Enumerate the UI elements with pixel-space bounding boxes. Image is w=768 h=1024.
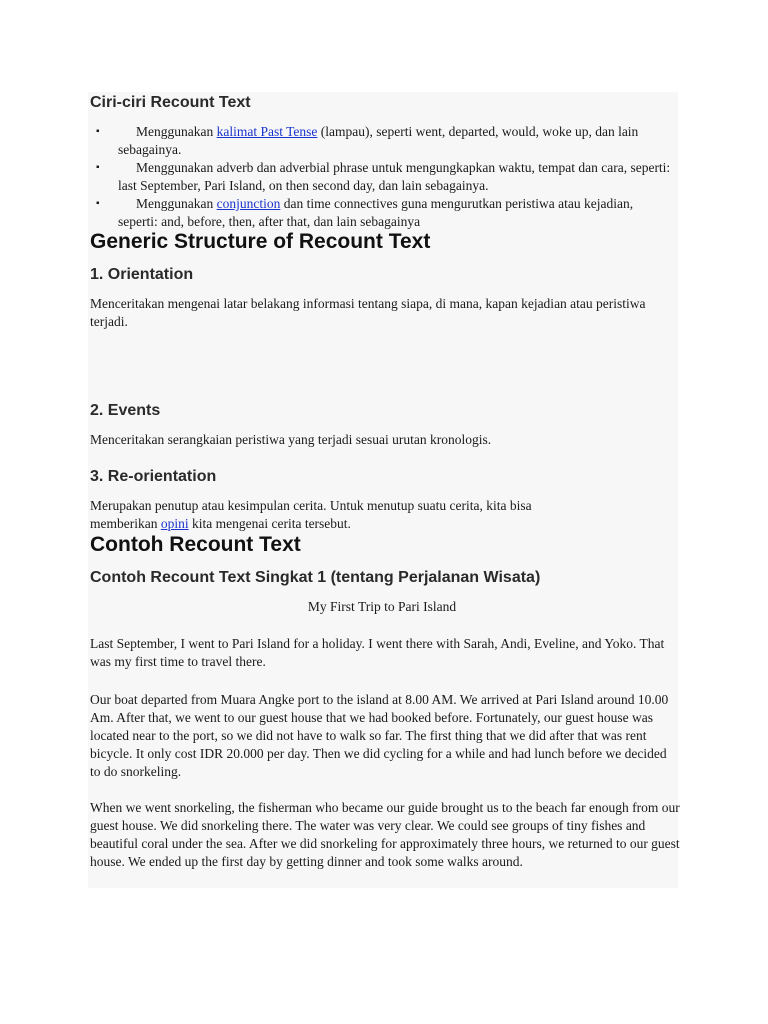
section-title-contoh: Contoh Recount Text (90, 533, 301, 556)
heading-reorientation: 3. Re-orientation (90, 468, 217, 485)
list-item-text: Menggunakan adverb dan adverbial phrase untuk mengungkapkan waktu, tempat dan cara, seperti: last September, Pari Island, on then second day, dan lain sebagainya. (118, 160, 671, 193)
bullet-icon: ▪ (96, 162, 100, 173)
reorientation-text-suffix: kita mengenai cerita tersebut. (188, 516, 351, 531)
bullet-icon: ▪ (96, 198, 100, 209)
link-kalimat-past-tense[interactable]: kalimat Past Tense (216, 124, 318, 139)
story-title: My First Trip to Pari Island (307, 599, 457, 614)
link-opini[interactable]: opini (160, 516, 189, 531)
list-item (90, 159, 674, 195)
link-conjunction[interactable]: conjunction (216, 196, 281, 211)
section-title-ciri-ciri: Ciri-ciri Recount Text (90, 94, 251, 111)
list-item-text: Menggunakan (136, 124, 217, 139)
subtitle-contoh-singkat: Contoh Recount Text Singkat 1 (tentang Perjalanan Wisata) (90, 569, 541, 586)
heading-orientation: 1. Orientation (90, 266, 194, 283)
bullet-icon: ▪ (96, 126, 100, 137)
events-text: Menceritakan serangkaian peristiwa yang terjadi sesuai urutan kronologis. (90, 432, 492, 447)
story-paragraph-2: Our boat departed from Muara Angke port to the island at 8.00 AM. We arrived at Pari Island around 10.00 Am. After that, we went to our guest house that we had booked before. Fortunately, our guest house was located near to the port, so we did not have to walk so far. The first thing that we did after that was rent bicycle. It only cost IDR 20.000 per day. Then we did cycling for a while and had lunch before we decided to do snorkeling. (90, 692, 669, 779)
story-paragraph-3: When we went snorkeling, the fisherman who became our guide brought us to the beach far enough from our guest house. We did snorkeling there. The water was very clear. We could see groups of tiny fishes and beautiful coral under the sea. After we did snorkeling for approximately three hours, we returned to our guest house. We ended up the first day by getting dinner and took some walks around. (90, 800, 680, 869)
list-item-text: dan time connectives guna mengurutkan peristiwa atau kejadian, seperti: and, before, then, after that, dan lain sebagainya (118, 196, 634, 229)
list-item (90, 123, 674, 159)
list-item (90, 195, 674, 231)
ciri-ciri-list (90, 123, 674, 231)
document-content (88, 92, 678, 888)
story-paragraph-1: Last September, I went to Pari Island for a holiday. I went there with Sarah, Andi, Eveline, and Yoko. That was my first time to travel there. (90, 636, 665, 669)
reorientation-text (90, 497, 590, 533)
heading-events: 2. Events (90, 402, 161, 419)
list-item-text: (lampau), seperti went, departed, would, woke up, dan lain sebagainya. (118, 124, 639, 157)
list-item-text: Menggunakan (136, 196, 217, 211)
reorientation-text-prefix: Merupakan penutup atau kesimpulan cerita. Untuk menutup suatu cerita, kita bisa memberikan (90, 498, 532, 531)
section-title-generic-structure: Generic Structure of Recount Text (90, 230, 431, 253)
orientation-text: Menceritakan mengenai latar belakang informasi tentang siapa, di mana, kapan kejadian atau peristiwa terjadi. (90, 296, 646, 329)
